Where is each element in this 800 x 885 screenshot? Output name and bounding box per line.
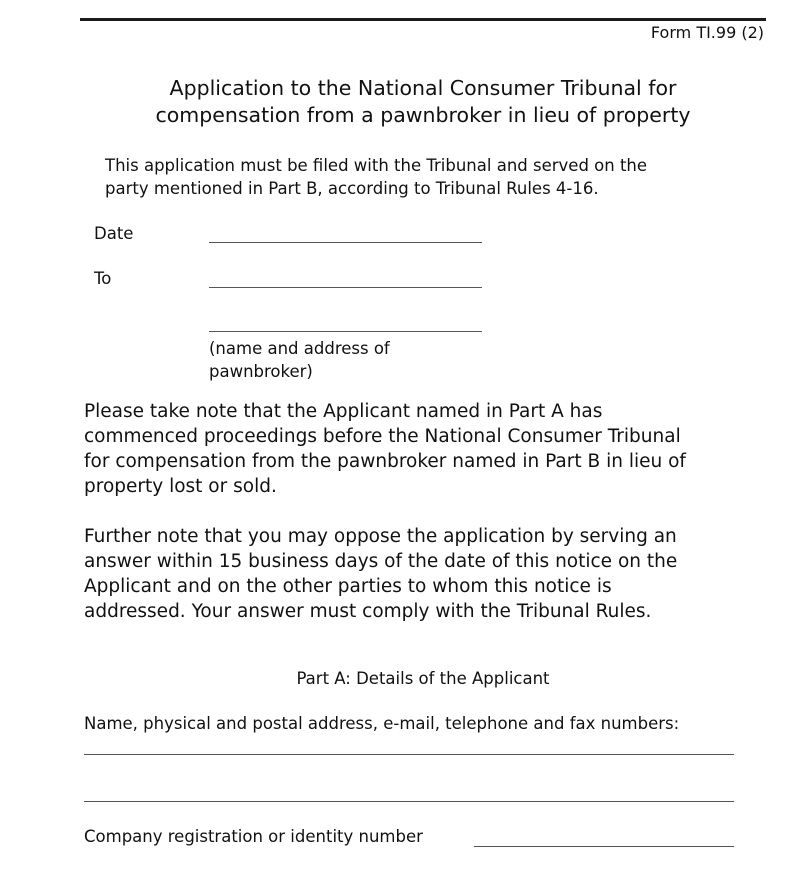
title-line-1: Application to the National Consumer Tribunal for (169, 76, 677, 100)
top-rule (80, 18, 766, 21)
para1-line: commenced proceedings before the National Consumer Tribunal (84, 426, 681, 447)
to-label: To (94, 269, 112, 288)
to-field-line-2[interactable] (209, 331, 482, 332)
notice-paragraph-1 (84, 399, 784, 499)
caption-line-2: pawnbroker) (209, 362, 313, 381)
form-number: Form TI.99 (2) (650, 23, 764, 42)
para1-line: Please take note that the Applicant named in Part A has (84, 401, 603, 422)
title-line-2: compensation from a pawnbroker in lieu of property (155, 103, 691, 127)
intro-line-1: This application must be filed with the Tribunal and served on the (105, 156, 648, 175)
para2-line: answer within 15 business days of the date of this notice on the (84, 551, 678, 572)
para1-line: for compensation from the pawnbroker named in Part B in lieu of (84, 451, 686, 472)
document-title (80, 75, 766, 129)
date-label: Date (94, 224, 134, 243)
registration-number-line[interactable] (474, 846, 734, 847)
para1-line: property lost or sold. (84, 476, 277, 497)
contact-details-line-2[interactable] (84, 801, 734, 802)
registration-number-label: Company registration or identity number (84, 827, 423, 846)
para2-line: addressed. Your answer must comply with the Tribunal Rules. (84, 601, 652, 622)
intro-line-2: party mentioned in Part B, according to Tribunal Rules 4-16. (105, 179, 599, 198)
para2-line: Further note that you may oppose the application by serving an (84, 526, 677, 547)
notice-paragraph-2 (84, 524, 784, 624)
date-field-line[interactable] (209, 242, 482, 243)
to-field-line[interactable] (209, 287, 482, 288)
part-a-heading: Part A: Details of the Applicant (296, 669, 550, 688)
para2-line: Applicant and on the other parties to whom this notice is (84, 576, 612, 597)
pawnbroker-caption (209, 337, 390, 383)
caption-line-1: (name and address of (209, 339, 390, 358)
contact-details-line-1[interactable] (84, 754, 734, 755)
intro-text (105, 154, 765, 200)
contact-details-label: Name, physical and postal address, e-mail, telephone and fax numbers: (84, 714, 680, 733)
